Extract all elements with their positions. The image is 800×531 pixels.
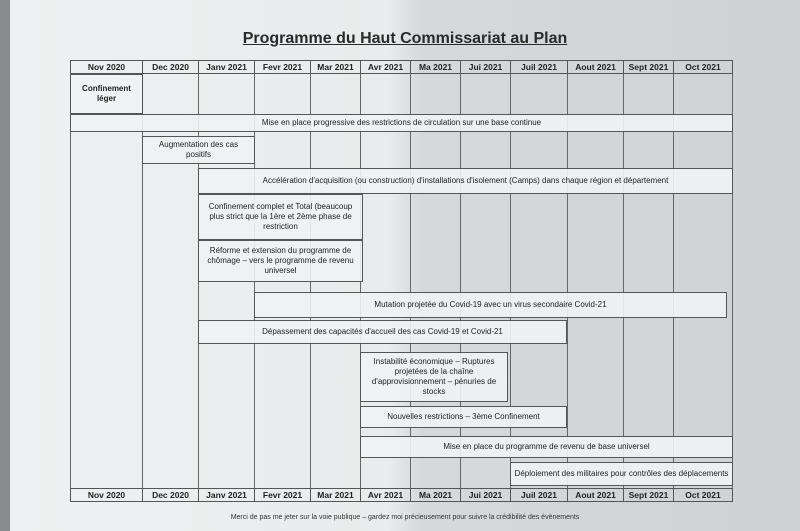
month-footer: Juil 2021: [510, 488, 568, 502]
month-header: Nov 2020: [70, 60, 143, 74]
timeline-grid: [70, 60, 733, 500]
event-confinement-leger: Confinement léger: [70, 74, 143, 114]
document-title: Programme du Haut Commissariat au Plan: [242, 30, 568, 47]
month-header: Sept 2021: [623, 60, 674, 74]
month-footer: Sept 2021: [623, 488, 674, 502]
month-footer: Dec 2020: [142, 488, 199, 502]
month-header: Juil 2021: [510, 60, 568, 74]
event-augmentation: Augmentation des cas positifs: [142, 136, 255, 164]
month-footer: Janv 2021: [198, 488, 255, 502]
month-header: Jui 2021: [460, 60, 511, 74]
month-header: Avr 2021: [360, 60, 411, 74]
footer-note: Merci de pas me jeter sur la voie publique – gardez moi précieusement pour suivre la crédibilité des évènements: [230, 514, 580, 521]
month-header: Dec 2020: [142, 60, 199, 74]
event-nouvelles-restrictions: Nouvelles restrictions – 3ème Confinement: [360, 406, 567, 428]
month-footer: Aout 2021: [567, 488, 624, 502]
event-instabilite: Instabilité économique – Ruptures projetées de la chaîne d'approvisionnement – pénuries de stocks: [360, 352, 508, 402]
paper-sheet: [10, 0, 800, 531]
month-header: Fevr 2021: [254, 60, 311, 74]
month-footer: Avr 2021: [360, 488, 411, 502]
month-footer: Mar 2021: [310, 488, 361, 502]
month-footer: Ma 2021: [410, 488, 461, 502]
month-header: Aout 2021: [567, 60, 624, 74]
month-footer: Fevr 2021: [254, 488, 311, 502]
month-header: Janv 2021: [198, 60, 255, 74]
month-footer: Oct 2021: [673, 488, 733, 502]
month-header: Oct 2021: [673, 60, 733, 74]
event-confinement-complet: Confinement complet et Total (beaucoup plus strict que la 1ère et 2ème phase de restriction: [198, 194, 363, 240]
month-footer: Jui 2021: [460, 488, 511, 502]
month-header: Ma 2021: [410, 60, 461, 74]
event-mutation: Mutation projetée du Covid-19 avec un virus secondaire Covid-21: [254, 292, 727, 318]
event-deploiement-militaires: Déploiement des militaires pour contrôles des déplacements: [510, 462, 733, 486]
event-reforme: Réforme et extension du programme de chômage – vers le programme de revenu universel: [198, 240, 363, 282]
event-revenu-universel: Mise en place du programme de revenu de base universel: [360, 436, 733, 458]
month-footer: Nov 2020: [70, 488, 143, 502]
event-mise-en-place: Mise en place progressive des restrictions de circulation sur une base continue: [70, 114, 733, 132]
event-depassement: Dépassement des capacités d'accueil des cas Covid-19 et Covid-21: [198, 320, 567, 344]
event-acceleration: Accélération d'acquisition (ou construction) d'installations d'isolement (Camps) dans chaque région et département: [198, 168, 733, 194]
month-header: Mar 2021: [310, 60, 361, 74]
